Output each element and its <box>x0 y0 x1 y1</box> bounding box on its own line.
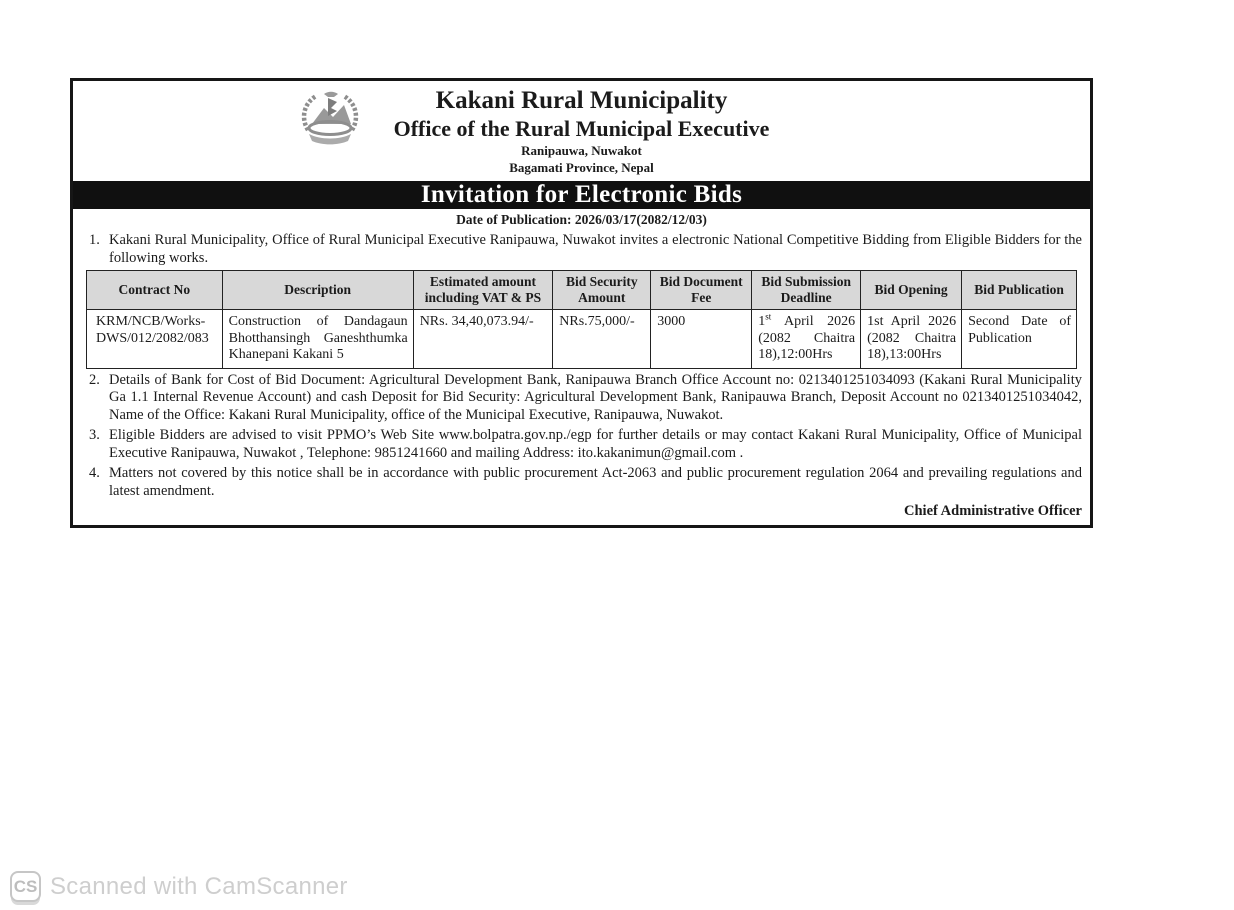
cell-bid-security: NRs.75,000/- <box>553 310 651 369</box>
nepal-emblem-icon <box>294 88 366 146</box>
camscanner-cs-icon: CS <box>10 871 41 902</box>
header-contract-no: Contract No <box>87 271 223 310</box>
notice-body <box>73 228 1090 500</box>
table-row <box>87 310 1077 369</box>
address-line-2: Bagamati Province, Nepal <box>509 160 654 175</box>
cell-contract-no: KRM/NCB/Works-DWS/012/2082/083 <box>87 310 223 369</box>
cell-bid-submission <box>752 310 861 369</box>
header-description: Description <box>222 271 413 310</box>
header-bid-opening: Bid Opening <box>861 271 962 310</box>
header-estimated-amount: Estimated amount including VAT & PS <box>413 271 553 310</box>
bid-notice-document <box>70 78 1093 528</box>
header-bid-security: Bid Security Amount <box>553 271 651 310</box>
watermark-text: Scanned with CamScanner <box>50 872 348 900</box>
cell-bid-publication: Second Date of Publication <box>962 310 1077 369</box>
bid-submission-ordinal: st <box>765 311 772 322</box>
bid-submission-rest: April 2026 (2082 Chaitra 18),12:00Hrs <box>758 314 856 362</box>
office-name: Office of the Rural Municipal Executive <box>393 116 770 141</box>
bid-submission-day: 1 <box>758 314 766 329</box>
header-bid-submission: Bid Submission Deadline <box>752 271 861 310</box>
camscanner-watermark <box>10 871 348 902</box>
signatory-title: Chief Administrative Officer <box>904 503 1082 519</box>
cell-bid-document-fee: 3000 <box>651 310 752 369</box>
cell-description: Construction of Dandagaun Bhotthansingh Ganeshthumka Khanepani Kakani 5 <box>222 310 413 369</box>
organization-name: Kakani Rural Municipality <box>435 87 728 114</box>
publication-date: Date of Publication: 2026/03/17(2082/12/03) <box>456 212 707 227</box>
cell-bid-opening: 1st April 2026 (2082 Chaitra 18),13:00Hrs <box>861 310 962 369</box>
address-line-1: Ranipauwa, Nuwakot <box>521 143 642 158</box>
header-bid-document-fee: Bid Document Fee <box>651 271 752 310</box>
item-number: 3. <box>89 427 100 443</box>
bid-details-table <box>86 270 1077 369</box>
item-number: 2. <box>89 371 100 388</box>
item-number: 4. <box>89 465 100 481</box>
notice-title-banner: Invitation for Electronic Bids <box>73 181 1090 209</box>
table-header-row <box>87 271 1077 310</box>
item-text: Matters not covered by this notice shall be in accordance with public procurement Act-2063 and public procurement regulation 2064 and prevailing regulations and latest amendment. <box>109 465 1082 499</box>
notice-item-2 <box>81 372 1082 425</box>
letterhead <box>73 81 1090 181</box>
item-text: Eligible Bidders are advised to visit PPMO’s Web Site www.bolpatra.gov.np./egp for further details or may contact Kakani Rural Municipality, Office of Municipal Executive Ranipauwa, Nuwakot , Telephone: 9851241660 and mailing Address: ito.kakanimun@gmail.com . <box>109 427 1082 461</box>
item-text: Details of Bank for Cost of Bid Document: Agricultural Development Bank, Ranipauwa Branch Office Account no: 0213401251034093 (Kakani Rural Municipality Ga 1.1 Internal Revenue Account) and cash Deposit for Bid Security: Agricultural Development Bank, Ranipauwa Branch, Deposit Account no 0213401251034042, Name of the Office: Kakani Rural Municipality, office of the Municipal Executive, Ranipauwa, Nuwakot. <box>109 371 1082 423</box>
item-text: Kakani Rural Municipality, Office of Rural Municipal Executive Ranipauwa, Nuwakot invites a electronic National Competitive Bidding from Eligible Bidders for the following works. <box>109 232 1082 266</box>
notice-item-3 <box>81 427 1082 462</box>
header-bid-publication: Bid Publication <box>962 271 1077 310</box>
notice-item-4 <box>81 465 1082 500</box>
notice-item-1 <box>81 232 1082 267</box>
item-number: 1. <box>89 232 100 248</box>
cell-estimated-amount: NRs. 34,40,073.94/- <box>413 310 553 369</box>
